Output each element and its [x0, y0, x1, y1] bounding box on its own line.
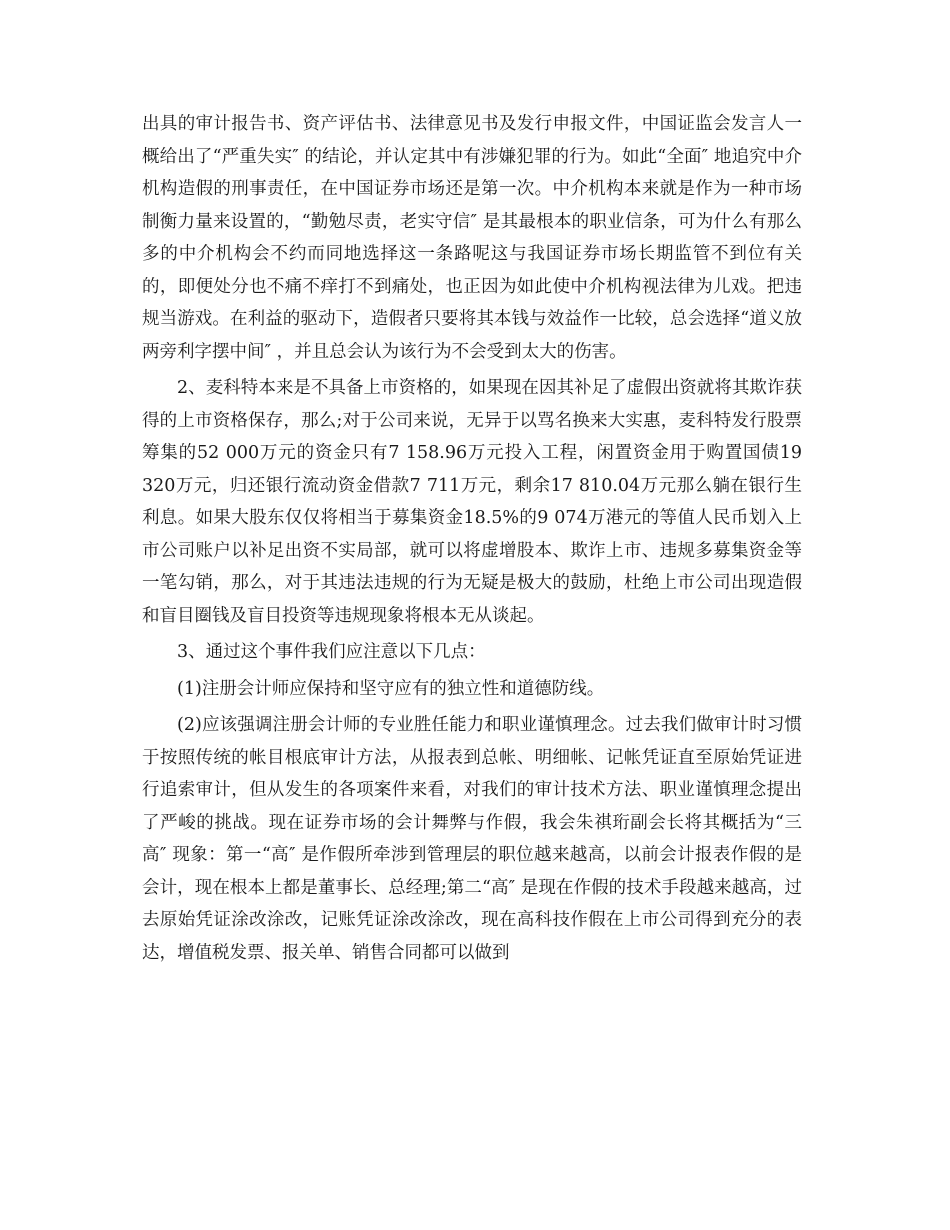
paragraph-subitem-1: (1)注册会计师应保持和坚守应有的独立性和道德防线。	[177, 678, 605, 699]
paragraph-subitem-2: (2)应该强调注册会计师的专业胜任能力和职业谨慎理念。过去我们做审计时习惯于按照传统的帐目根底审计方法，从报表到总帐、明细帐、记帐凭证直至原始凭证进行追索审计，但从发生的各项案件来看，对我们的审计技术方法、职业谨慎理念提出了严峻的挑战。现在证券市场的会计舞弊与作假，我会朱祺珩副会长将其概括为“三高″ 现象：第一“高″ 是作假所牵涉到管理层的职位越来越高，以前会计报表作假的是会计，现在根本上都是董事长、总经理;第二“高″ 是现在作假的技术手段越来越高，过去原始凭证涂改涂改，记账凭证涂改涂改，现在高科技作假在上市公司得到充分的表达，增值税发票、报关单、销售合同都可以做到	[142, 715, 802, 963]
document-body	[142, 108, 802, 969]
paragraph-item-3: 3、通过这个事件我们应注意以下几点：	[177, 642, 486, 662]
paragraph-continuation: 出具的审计报告书、资产评估书、法律意见书及发行申报文件，中国证监会发言人一概给出了“严重失实″ 的结论，并认定其中有涉嫌犯罪的行为。如此“全面″ 地追究中介机构造假的刑事责任，在中国证券市场还是第一次。中介机构本来就是作为一种市场制衡力量来设置的，“勤勉尽责，老实守信″ 是其最根本的职业信条，可为什么有那么多的中介机构会不约而同地选择这一条路呢这与我国证券市场长期监管不到位有关的，即便处分也不痛不痒打不到痛处，也正因为如此使中介机构视法律为儿戏。把违规当游戏。在利益的驱动下，造假者只要将其本钱与效益作一比较，总会选择“道义放两旁利字摆中间″ ，并且总会认为该行为不会受到太大的伤害。	[142, 114, 802, 362]
paragraph-item-2: 2、麦科特本来是不具备上市资格的，如果现在因其补足了虚假出资就将其欺诈获得的上市资格保存，那么;对于公司来说，无异于以骂名换来大实惠，麦科特发行股票筹集的52 000万元的资金只有7 158.96万元投入工程，闲置资金用于购置国债19 320万元，归还银行流动资金借款7 711万元，剩余17 810.04万元那么躺在银行生利息。如果大股东仅仅将相当于募集资金18.5%的9 074万港元的等值人民币划入上市公司账户以补足出资不实局部，就可以将虚增股本、欺诈上市、违规多募集资金等一笔勾销，那么，对于其违法违规的行为无疑是极大的鼓励，杜绝上市公司出现造假和盲目圈钱及盲目投资等违规现象将根本无从谈起。	[142, 378, 802, 626]
